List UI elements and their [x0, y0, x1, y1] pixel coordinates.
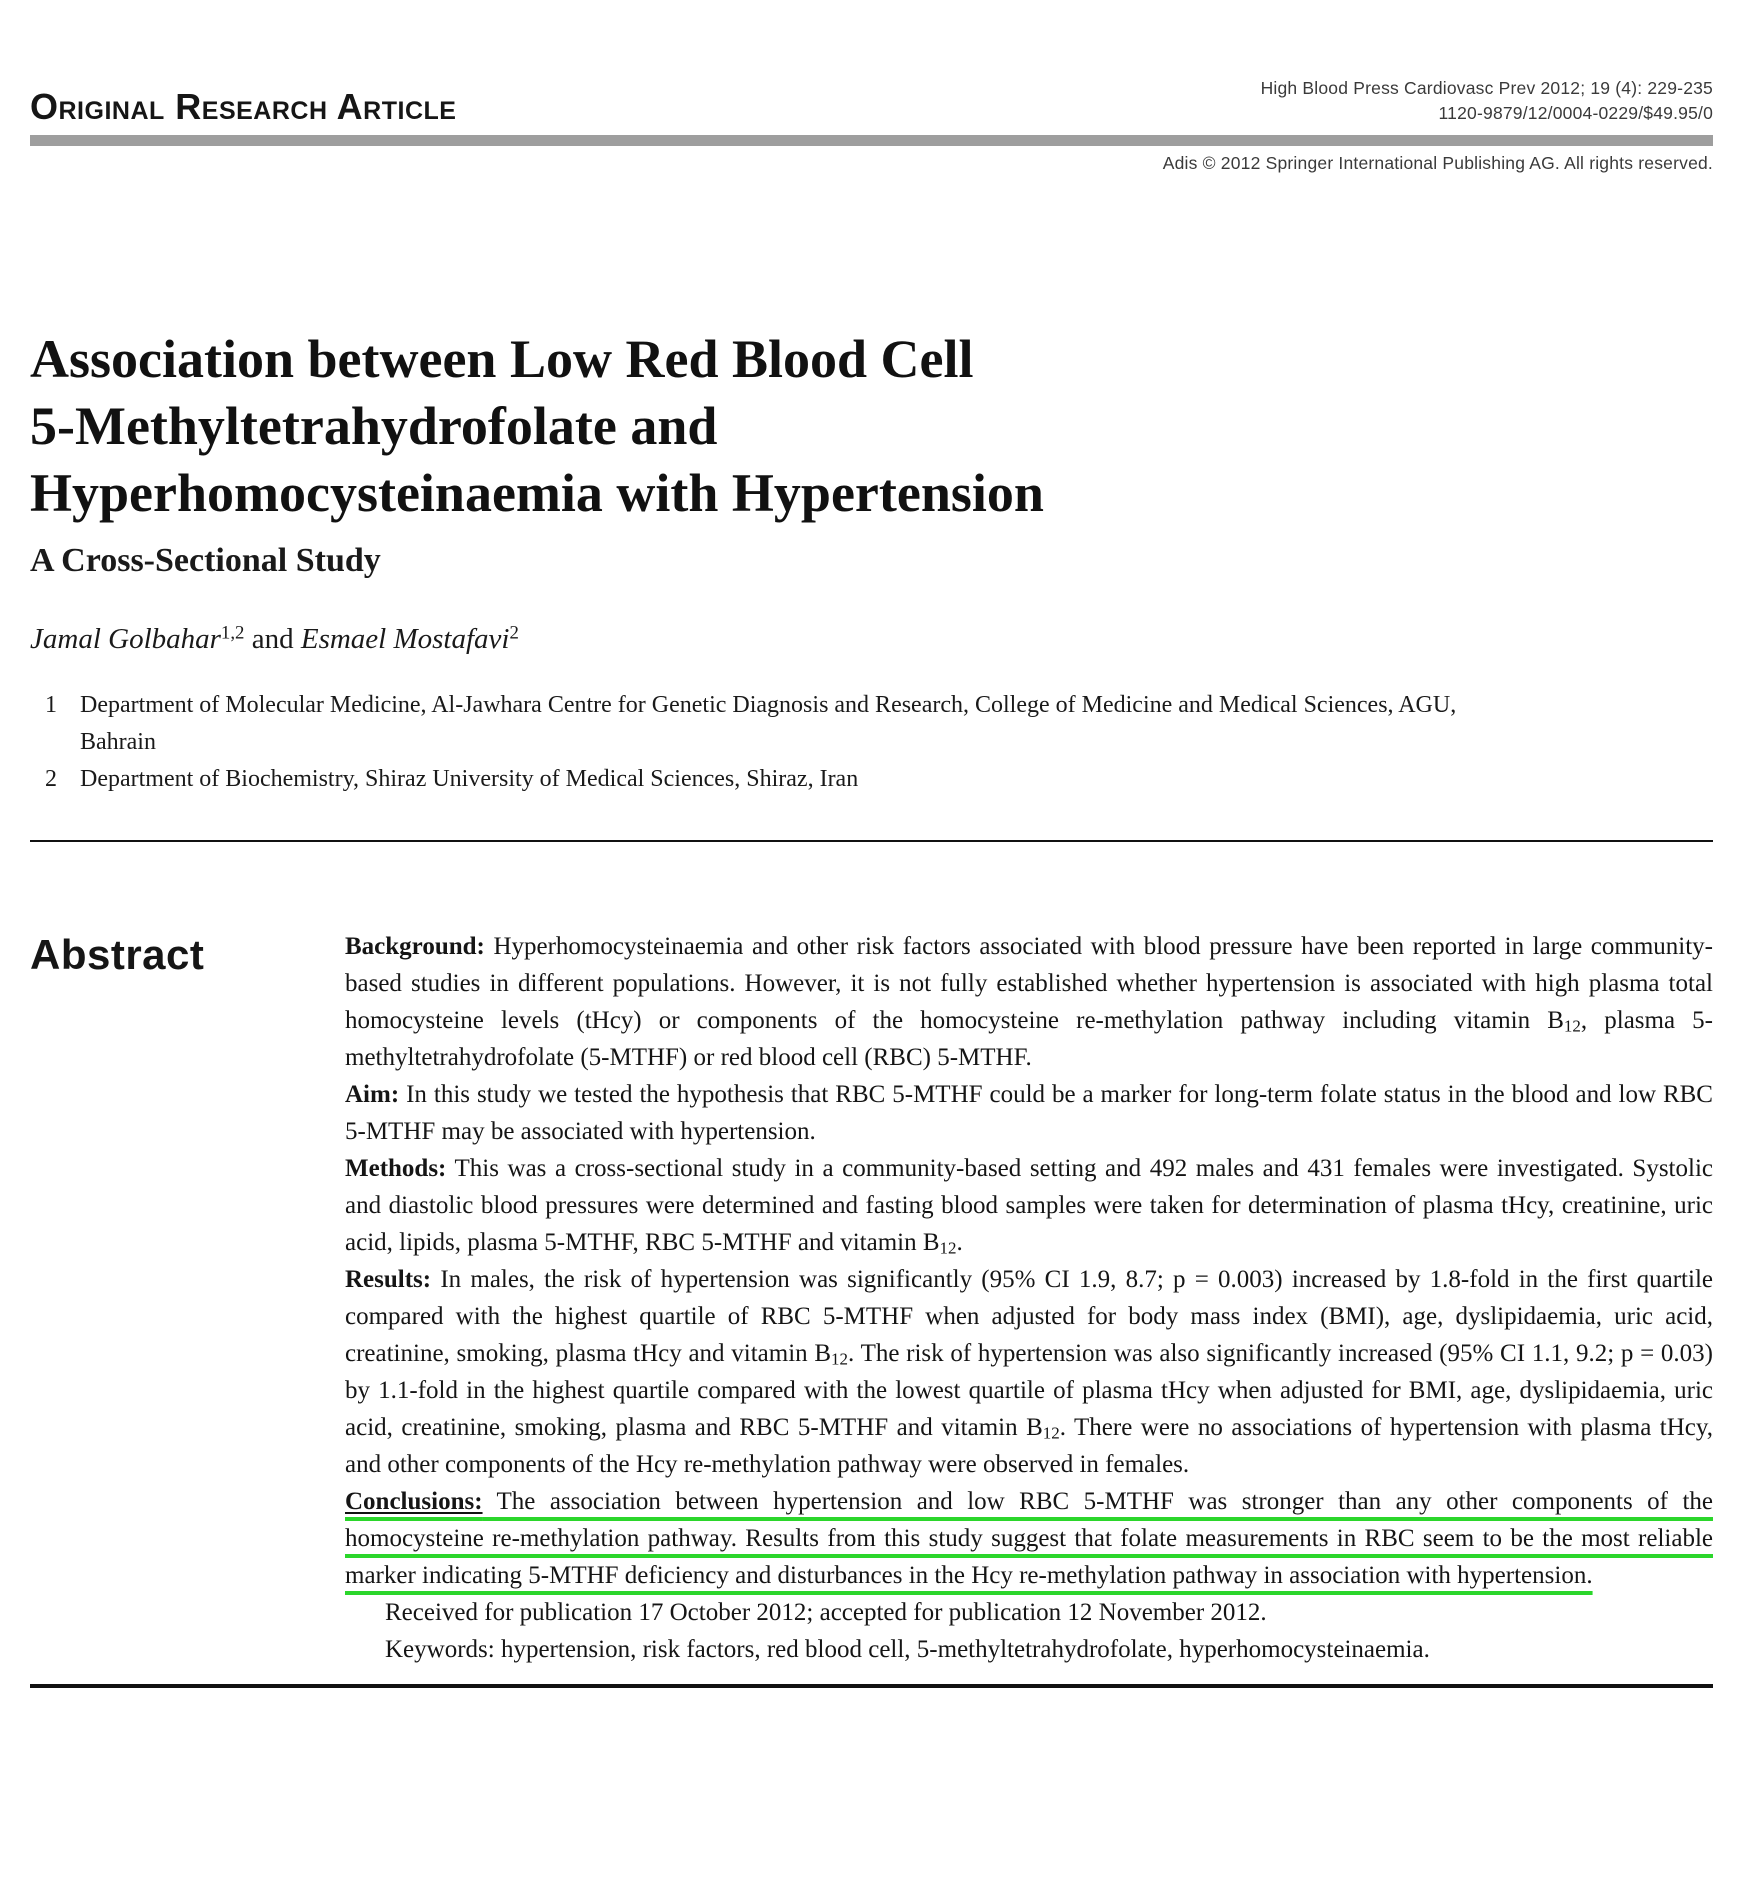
affiliation-item	[30, 761, 1500, 798]
received-line: Received for publication 17 October 2012; accepted for publication 12 November 2012.	[385, 1599, 1267, 1626]
copyright-line: Adis © 2012 Springer International Publishing AG. All rights reserved.	[1162, 153, 1713, 173]
affiliation-item	[30, 687, 1500, 761]
affiliation-text: Department of Molecular Medicine, Al-Jawhara Centre for Genetic Diagnosis and Research, College of Medicine and Medical Sciences, AGU, Bahrain	[80, 692, 1457, 755]
abstract-paragraph-background: Background: Hyperhomocysteinaemia and other risk factors associated with blood pressure have been reported in large community-based studies in different populations. However, it is not fully established whether hypertension is associated with high plasma total homocysteine levels (tHcy) or components of the homocysteine re-methylation pathway including vitamin $B_{12}$, plasma 5-methyltetrahydrofolate (5-MTHF) or red blood cell (RBC) 5-MTHF.	[345, 933, 1714, 1071]
abstract-paragraph-results: Results: In males, the risk of hypertension was significantly (95% CI 1.9, 8.7; p = 0.003) increased by 1.8-fold in the first quartile compared with the highest quartile of RBC 5-MTHF when adjusted for body mass index (BMI), age, dyslipidaemia, uric acid, creatinine, smoking, plasma tHcy and vitamin $B_{12}$. The risk of hypertension was also significantly increased (95% CI 1.1, 9.2; p = 0.03) by 1.1-fold in the highest quartile compared with the lowest quartile of plasma tHcy when adjusted for BMI, age, dyslipidaemia, uric acid, creatinine, smoking, plasma and RBC 5-MTHF and vitamin $B_{12}$. There were no associations of hypertension with plasma tHcy, and other components of the Hcy re-methylation pathway were observed in females.	[345, 1266, 1713, 1478]
paper-title-line3: Hyperhomocysteinaemia with Hypertension	[30, 463, 1044, 523]
keywords-line: Keywords: hypertension, risk factors, red blood cell, 5-methyltetrahydrofolate, hyperhomocysteinaemia.	[385, 1636, 1430, 1663]
affiliations-list	[30, 687, 1500, 798]
paper-title	[30, 326, 1713, 527]
header-divider-bar	[30, 135, 1713, 146]
affiliation-number: 1	[45, 692, 57, 718]
affiliation-text: Department of Biochemistry, Shiraz University of Medical Sciences, Shiraz, Iran	[80, 766, 859, 792]
journal-citation-line1: High Blood Press Cardiovasc Prev 2012; 19 (4): 229-235	[1260, 78, 1713, 98]
affiliations-divider-rule	[30, 840, 1713, 842]
paper-subtitle: A Cross-Sectional Study	[30, 542, 381, 579]
paper-title-line2: 5-Methyltetrahydrofolate and	[30, 396, 718, 456]
abstract-paragraph-conclusions: Conclusions: The association between hypertension and low RBC 5-MTHF was stronger than any other components of the homocysteine re-methylation pathway. Results from this study suggest that folate measurements in RBC seem to be the most reliable marker indicating 5-MTHF deficiency and disturbances in the Hcy re-methylation pathway in association with hypertension.	[345, 1488, 1713, 1589]
abstract-paragraph-methods: Methods: This was a cross-sectional study in a community-based setting and 492 males and 431 females were investigated. Systolic and diastolic blood pressures were determined and fasting blood samples were taken for determination of plasma tHcy, creatinine, uric acid, lipids, plasma 5-MTHF, RBC 5-MTHF and vitamin $B_{12}$.	[345, 1155, 1713, 1258]
abstract-section	[30, 928, 1713, 1668]
page-bottom-rule	[30, 1684, 1713, 1688]
article-type-label: Original Research Article	[30, 86, 457, 127]
journal-citation-line2: 1120-9879/12/0004-0229/$49.95/0	[1438, 103, 1713, 123]
page-header	[30, 0, 1713, 126]
abstract-body	[345, 928, 1713, 1668]
abstract-heading: Abstract	[30, 931, 205, 978]
journal-citation	[1261, 76, 1713, 126]
abstract-paragraph-aim: Aim: In this study we tested the hypothesis that RBC 5-MTHF could be a marker for long-term folate status in the blood and low RBC 5-MTHF may be associated with hypertension.	[345, 1081, 1713, 1145]
authors-line: Jamal Golbahar$^{1,2}$ and Esmael Mostafavi$^2$	[30, 622, 519, 655]
affiliation-number: 2	[45, 766, 57, 792]
paper-title-line1: Association between Low Red Blood Cell	[30, 329, 974, 389]
